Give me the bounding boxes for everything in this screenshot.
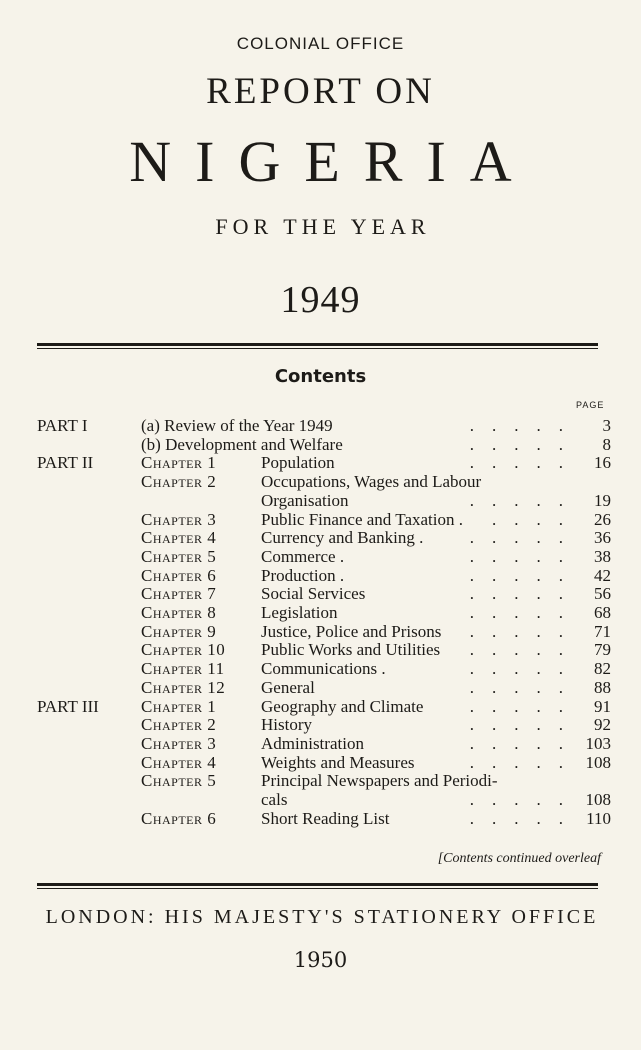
leader-dots: ..... [469, 546, 581, 566]
chapter-label: Chapter 7 [141, 584, 217, 604]
chapter-label: Chapter 3 [141, 733, 217, 753]
chapter-title: Population [261, 453, 335, 473]
page-number: 79 [594, 640, 611, 660]
chapter-title: Justice, Police and Prisons [261, 621, 442, 641]
chapter-label: Chapter 8 [141, 603, 217, 622]
chapter-title: History [261, 715, 312, 735]
page-number: 108 [585, 790, 611, 809]
office-heading: COLONIAL OFFICE [236, 34, 405, 53]
contents-row [37, 678, 611, 697]
chapter-label: Chapter 9 [141, 621, 217, 641]
bottom-divider-rule [37, 883, 598, 889]
leader-dots: ..... [469, 565, 581, 585]
contents-row [37, 715, 611, 734]
chapter-title: Production . [261, 565, 345, 585]
contents-row [37, 547, 611, 566]
part-label: PART III [37, 696, 99, 716]
for-the-year-heading: FOR THE YEAR [215, 214, 431, 239]
leader-dots: ..... [469, 453, 581, 473]
chapter-title: General [261, 677, 315, 697]
page-number: 110 [586, 808, 611, 828]
chapter-title: Geography and Climate [261, 696, 424, 716]
chapter-label: Chapter 5 [141, 546, 217, 566]
page-column-label: PAGE [576, 400, 605, 410]
chapter-label: Chapter 6 [141, 808, 217, 828]
page-number: 38 [594, 546, 611, 566]
publication-year: 1950 [293, 948, 348, 972]
leader-dots: ..... [469, 752, 581, 772]
leader-dots: ..... [469, 640, 581, 660]
contents-row [37, 416, 611, 435]
chapter-title: Legislation [261, 603, 338, 622]
leader-dots: ..... [469, 416, 581, 435]
leader-dots: ..... [469, 490, 581, 510]
chapter-label: Chapter 4 [141, 752, 217, 772]
chapter-title: Organisation [261, 490, 349, 510]
chapter-title: Weights and Measures [261, 752, 415, 772]
chapter-label: Chapter 10 [141, 640, 226, 660]
country-title: NIGERIA [129, 129, 536, 194]
part-label: PART II [37, 453, 94, 473]
page-number: 91 [594, 696, 611, 716]
page-number: 8 [602, 434, 611, 454]
page-number: 108 [585, 752, 611, 772]
leader-dots: ..... [469, 733, 581, 753]
chapter-label: Chapter 1 [141, 453, 217, 473]
leader-dots: ..... [469, 715, 581, 735]
contents-row [37, 510, 611, 529]
chapter-title: Public Finance and Taxation . [261, 509, 463, 529]
page-number: 82 [594, 659, 611, 679]
contents-row [37, 790, 611, 809]
contents-row [37, 640, 611, 659]
contents-row [37, 809, 611, 828]
contents-row [37, 697, 611, 716]
contents-row [37, 491, 611, 510]
section-label: (b) Development and Welfare [141, 434, 343, 454]
page-number: 56 [594, 584, 611, 604]
chapter-title: Commerce . [261, 546, 345, 566]
page-number: 16 [594, 453, 611, 473]
contents-row [37, 435, 611, 454]
chapter-label: Chapter 6 [141, 565, 217, 585]
contents-row [37, 603, 611, 622]
page-number: 26 [594, 509, 611, 529]
chapter-label: Chapter 11 [141, 659, 225, 679]
contents-row [37, 472, 611, 491]
chapter-label: Chapter 2 [141, 472, 217, 492]
chapter-title: Social Services [261, 584, 366, 604]
contents-row [37, 771, 611, 790]
leader-dots: ..... [469, 696, 581, 716]
publisher-line: LONDON: HIS MAJESTY'S STATIONERY OFFICE [45, 906, 599, 928]
contents-row [37, 584, 611, 603]
chapter-title: Short Reading List [261, 808, 390, 828]
leader-dots: ..... [469, 790, 581, 809]
page-number: 3 [602, 416, 611, 435]
page-number: 71 [594, 621, 611, 641]
chapter-label: Chapter 12 [141, 677, 226, 697]
contents-row [37, 622, 611, 641]
page-number: 103 [585, 733, 611, 753]
chapter-label: Chapter 1 [141, 696, 217, 716]
contents-row [37, 528, 611, 547]
contents-row [37, 753, 611, 772]
leader-dots: ..... [469, 677, 581, 697]
leader-dots: ..... [469, 621, 581, 641]
leader-dots: ..... [469, 659, 581, 679]
chapter-title: Administration [261, 733, 364, 753]
chapter-title: Communications . [261, 659, 386, 679]
chapter-title: Currency and Banking . [261, 528, 424, 548]
leader-dots: .... [492, 509, 581, 529]
leader-dots: ..... [469, 603, 581, 622]
contents-row [37, 659, 611, 678]
page-number: 88 [594, 677, 611, 697]
chapter-label: Chapter 2 [141, 715, 217, 735]
contents-heading: Contents [274, 366, 367, 387]
chapter-title: Occupations, Wages and Labour [261, 472, 482, 492]
contents-row [37, 453, 611, 472]
page-number: 92 [594, 715, 611, 735]
chapter-title: Principal Newspapers and Periodi- [261, 771, 498, 791]
section-label: (a) Review of the Year 1949 [141, 416, 333, 435]
chapter-title: Public Works and Utilities [261, 640, 441, 660]
chapter-label: Chapter 3 [141, 509, 217, 529]
part-label: PART I [37, 416, 88, 435]
report-heading: REPORT ON [206, 71, 435, 112]
top-divider-rule [37, 343, 598, 349]
leader-dots: ..... [469, 808, 581, 828]
leader-dots: ..... [469, 584, 581, 604]
chapter-label: Chapter 4 [141, 528, 217, 548]
report-year: 1949 [280, 279, 361, 321]
chapter-title: cals [261, 790, 288, 809]
page-number: 19 [594, 490, 611, 510]
page-number: 68 [594, 603, 611, 622]
contents-row [37, 734, 611, 753]
contents-row [37, 566, 611, 585]
page-number: 36 [594, 528, 611, 548]
page-number: 42 [594, 565, 611, 585]
leader-dots: ..... [469, 434, 581, 454]
leader-dots: ..... [469, 528, 581, 548]
contents-continued-note: [Contents continued overleaf [437, 851, 601, 866]
chapter-label: Chapter 5 [141, 771, 217, 791]
